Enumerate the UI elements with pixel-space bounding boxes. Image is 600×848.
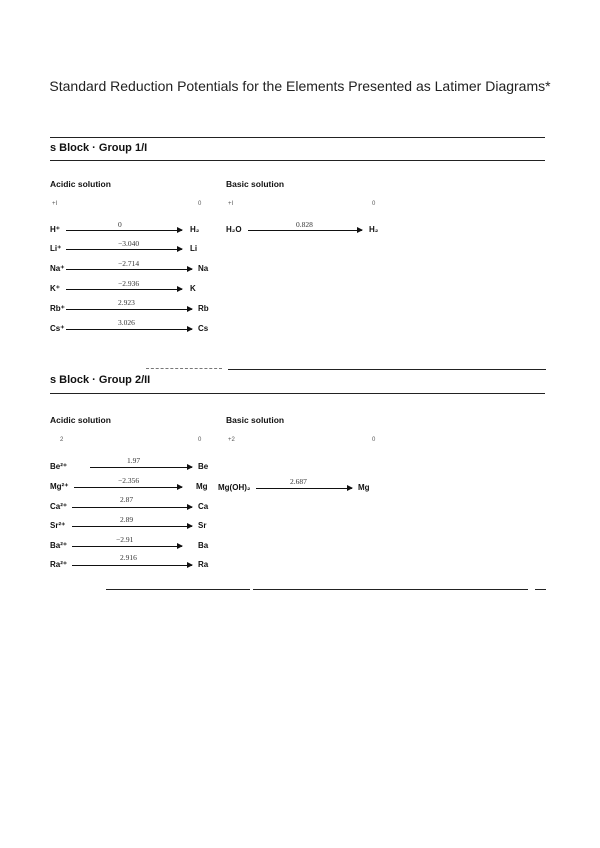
acidic-label-group1: Acidic solution (50, 179, 111, 189)
species-label: Li⁺ (50, 244, 62, 253)
product-label: Na (198, 264, 209, 273)
reduction-arrow (66, 249, 182, 250)
product-label: Ba (198, 541, 209, 550)
product-label: Sr (198, 521, 207, 530)
section-faint-rule (146, 368, 222, 369)
potential-value: 0 (118, 220, 122, 229)
species-label: Cs⁺ (50, 324, 65, 333)
potential-value: 2.89 (120, 515, 134, 524)
species-label: K⁺ (50, 284, 60, 293)
product-label: Ra (198, 560, 209, 569)
reduction-arrow (256, 488, 352, 489)
potential-value: 1.97 (127, 456, 141, 465)
basic-ox-left-group1: +I (228, 201, 234, 207)
basic-label-group2: Basic solution (226, 415, 285, 425)
species-label: H₂O (226, 225, 242, 234)
potential-value: −2.91 (116, 535, 134, 544)
reduction-arrow (90, 467, 192, 468)
potential-value: 0.828 (296, 220, 313, 229)
section-heading-rule (50, 160, 545, 161)
section-bottom-rule (106, 589, 250, 590)
basic-ox-left-group2: +2 (228, 437, 235, 443)
potential-value: 3.026 (118, 318, 135, 327)
basic-label-group1: Basic solution (226, 179, 285, 189)
section-top-rule (228, 369, 546, 370)
species-label: Na⁺ (50, 264, 65, 273)
species-label: Sr²⁺ (50, 521, 66, 530)
basic-ox-right-group1: 0 (372, 201, 376, 207)
potential-value: −2.936 (118, 279, 140, 288)
reduction-arrow (72, 565, 192, 566)
acidic-ox-right-group1: 0 (198, 201, 202, 207)
reduction-arrow (66, 230, 182, 231)
potential-value: 2.923 (118, 298, 135, 307)
page-title: Standard Reduction Potentials for the Elements Presented as Latimer Diagrams* (49, 78, 551, 94)
species-label: Rb⁺ (50, 304, 65, 313)
reduction-arrow (72, 526, 192, 527)
potential-value: −2.714 (118, 259, 140, 268)
product-label: Ca (198, 502, 209, 511)
species-label: Ra²⁺ (50, 560, 68, 569)
acidic-ox-left-group2: 2 (60, 437, 64, 443)
product-label: Rb (198, 304, 209, 313)
reduction-arrow (66, 329, 192, 330)
product-label: K (190, 284, 196, 293)
reduction-arrow (66, 289, 182, 290)
acidic-ox-right-group2: 0 (198, 437, 202, 443)
species-label: Ba²⁺ (50, 541, 68, 550)
section-heading-group2: s Block · Group 2/II (50, 374, 151, 386)
species-label: Mg²⁺ (50, 482, 69, 491)
reduction-arrow (66, 269, 192, 270)
potential-value: −2.356 (118, 476, 140, 485)
reduction-arrow (248, 230, 362, 231)
potential-value: 2.87 (120, 495, 134, 504)
section-heading-rule (50, 393, 545, 394)
section-bottom-rule (535, 589, 546, 590)
product-label: H₂ (369, 225, 379, 234)
product-label: Li (190, 244, 198, 253)
species-label: Be²⁺ (50, 462, 68, 471)
section-bottom-rule (253, 589, 528, 590)
species-label: Mg(OH)₂ (218, 483, 251, 492)
product-label: Cs (198, 324, 209, 333)
reduction-arrow (66, 309, 192, 310)
potential-value: −3.040 (118, 239, 140, 248)
acidic-ox-left-group1: +I (52, 201, 58, 207)
section-heading-group1: s Block · Group 1/I (50, 142, 148, 154)
reduction-arrow (72, 546, 182, 547)
species-label: H⁺ (50, 225, 60, 234)
product-label: Be (198, 462, 209, 471)
potential-value: 2.687 (290, 477, 307, 486)
product-label: Mg (196, 482, 208, 491)
species-label: Ca²⁺ (50, 502, 68, 511)
reduction-arrow (72, 507, 192, 508)
acidic-label-group2: Acidic solution (50, 415, 111, 425)
potential-value: 2.916 (120, 553, 137, 562)
section-top-rule (50, 137, 545, 138)
product-label: H₂ (190, 225, 200, 234)
basic-ox-right-group2: 0 (372, 437, 376, 443)
product-label: Mg (358, 483, 370, 492)
reduction-arrow (74, 487, 182, 488)
